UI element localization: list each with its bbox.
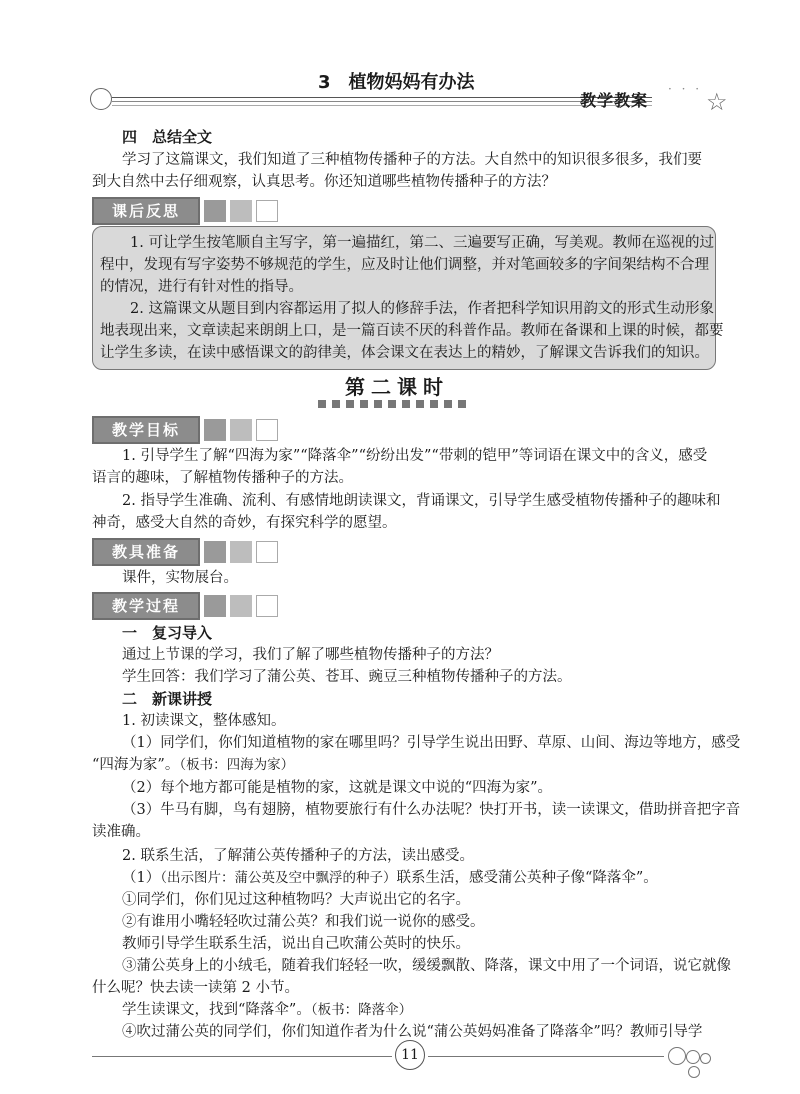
board-note-2: （板书：降落伞） [310, 1002, 413, 1018]
square-light [256, 200, 278, 222]
square-light [256, 419, 278, 441]
header-rule [112, 97, 652, 98]
item2: 2. 联系生活，了解蒲公英传播种子的方法，读出感受。 [122, 848, 474, 864]
footer-rule-right [428, 1056, 664, 1057]
reflection-line-1: 1. 可让学生按笔顺自主写字，第一遍描红，第二、三遍要写正确，写美观。教师在巡视的过 [130, 235, 714, 251]
square-dark [204, 595, 226, 617]
reflection-line-6: 让学生多读，在读中感悟课文的韵律美，体会课文在表达上的精妙，了解课文告诉我们的知识。 [100, 345, 709, 361]
goals-line-2: 语言的趣味，了解植物传播种子的方法。 [92, 470, 353, 486]
header-rule-2 [112, 101, 652, 102]
header-ring-icon [90, 88, 112, 110]
dots-decoration: · · · [668, 82, 703, 96]
reflection-label: 课后反思 [92, 197, 200, 225]
item1-3b: 读准确。 [92, 824, 150, 840]
circle-item-3c-text: 学生读课文，找到“降落伞”。 [122, 1002, 311, 1018]
reflection-line-5: 地表现出来，文章读起来朗朗上口，是一篇百读不厌的科普作品。教师在备课和上课的时候，都要 [100, 323, 724, 339]
header-rule-3 [112, 105, 652, 106]
summary-line-1: 学习了这篇课文，我们知道了三种植物传播种子的方法。大自然中的知识很多很多，我们要 [122, 152, 702, 168]
circle-item-3b: 什么呢？快去读一读第 2 小节。 [92, 980, 299, 996]
item1-2: （2）每个地方都可能是植物的家，这就是课文中说的“四海为家”。 [122, 780, 553, 796]
circle-item-2b: 教师引导学生联系生活，说出自己吹蒲公英时的快乐。 [122, 936, 470, 952]
square-light [256, 541, 278, 563]
star-icon: ☆ [706, 88, 728, 116]
circle-item-2: ②有谁用小嘴轻轻吹过蒲公英？和我们说一说你的感受。 [122, 914, 485, 930]
square-mid [230, 419, 252, 441]
square-dark [204, 541, 226, 563]
footer-circle-icon [668, 1047, 686, 1065]
item1: 1. 初读课文，整体感知。 [122, 713, 286, 729]
lesson-title: 第二课时 [345, 375, 449, 399]
item1-3a: （3）牛马有脚，鸟有翅膀，植物要旅行有什么办法呢？快打开书，读一读课文，借助拼音把字音 [122, 802, 741, 818]
square-mid [230, 595, 252, 617]
tools-line: 课件，实物展台。 [122, 570, 238, 586]
section1-line-1: 通过上节课的学习，我们了解了哪些植物传播种子的方法？ [122, 647, 499, 663]
image-note: （出示图片：蒲公英及空中飘浮的种子） [160, 870, 397, 886]
section1-heading: 一 复习导入 [122, 624, 213, 642]
item2-1-prefix: （1） [122, 870, 161, 886]
page-number: 11 [401, 1047, 419, 1063]
footer-rule [92, 1056, 392, 1057]
goals-line-3: 2. 指导学生准确、流利、有感情地朗读课文，背诵课文，引导学生感受植物传播种子的趣味和 [122, 493, 721, 509]
chapter-title: 3 植物妈妈有办法 [318, 72, 475, 93]
square-mid [230, 541, 252, 563]
item1-1a: （1）同学们，你们知道植物的家在哪里吗？引导学生说出田野、草原、山间、海边等地方，感受 [122, 735, 741, 751]
reflection-line-3: 的情况，进行有针对性的指导。 [100, 279, 303, 295]
goals-line-4: 神奇，感受大自然的奇妙，有探究科学的愿望。 [92, 515, 397, 531]
summary-line-2: 到大自然中去仔细观察，认真思考。你还知道哪些植物传播种子的方法？ [92, 174, 556, 190]
process-label: 教学过程 [92, 592, 200, 620]
square-dark [204, 200, 226, 222]
tools-label: 教具准备 [92, 538, 200, 566]
reflection-line-2: 程中，发现有写字姿势不够规范的学生，应及时让他们调整，并对笔画较多的字间架结构不合理 [100, 257, 709, 273]
footer-circle-icon [686, 1050, 700, 1064]
footer-circle-icon [688, 1066, 700, 1078]
circle-item-1: ①同学们，你们见过这种植物吗？大声说出它的名字。 [122, 892, 470, 908]
title-underline-dots [318, 400, 468, 408]
header-badge: 教学教案 [580, 91, 649, 110]
page-number-circle [395, 1040, 425, 1070]
goals-line-1: 1. 引导学生了解“四海为家”“降落伞”“纷纷出发”“带刺的铠甲”等词语在课文中的含义，感受 [122, 448, 708, 464]
item2-1-rest: 联系生活，感受蒲公英种子像“降落伞”。 [396, 870, 658, 886]
reflection-line-4: 2. 这篇课文从题目到内容都运用了拟人的修辞手法，作者把科学知识用韵文的形式生动形象 [130, 301, 714, 317]
goals-label: 教学目标 [92, 416, 200, 444]
board-note: （板书：四海为家） [179, 757, 295, 773]
section1-line-2: 学生回答：我们学习了蒲公英、苍耳、豌豆三种植物传播种子的方法。 [122, 669, 572, 685]
footer-circle-icon [700, 1053, 711, 1064]
square-light [256, 595, 278, 617]
circle-item-4: ④吹过蒲公英的同学们，你们知道作者为什么说“蒲公英妈妈准备了降落伞”吗？教师引导学 [122, 1024, 703, 1040]
section2-heading: 二 新课讲授 [122, 690, 213, 708]
item1-1b [92, 755, 294, 775]
circle-item-3a: ③蒲公英身上的小绒毛，随着我们轻轻一吹，缓缓飘散、降落，课文中用了一个词语，说它就像 [122, 958, 731, 974]
item2-1 [122, 868, 658, 888]
summary-heading: 四 总结全文 [122, 128, 213, 146]
square-mid [230, 200, 252, 222]
circle-item-3c [122, 1000, 412, 1020]
square-dark [204, 419, 226, 441]
item1-1b-text: “四海为家”。 [92, 757, 180, 773]
